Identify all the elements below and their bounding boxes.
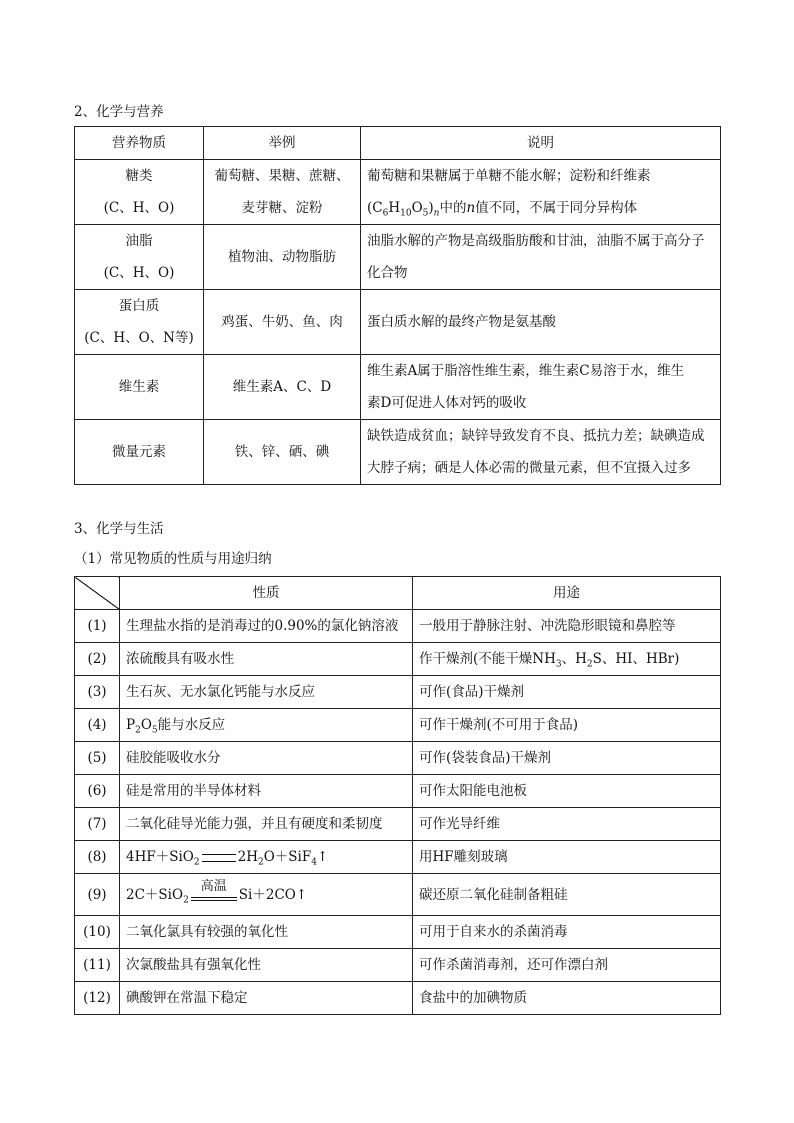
table-row [75, 225, 721, 290]
use-cell: 可作干燥剂(不可用于食品) [413, 709, 721, 742]
example-line: 葡萄糖、果糖、蔗糖、 [214, 168, 350, 184]
use-cell: 可作太阳能电池板 [413, 775, 721, 808]
table-row [75, 775, 721, 808]
property-cell: $P_2O_5$能与水反应 [120, 709, 413, 742]
table-row [75, 742, 721, 775]
substance-elements: (C、H、O) [103, 265, 175, 281]
table-row [75, 808, 721, 841]
property-use-table [74, 576, 721, 1015]
row-number: (3) [75, 676, 120, 709]
row-number: (12) [75, 982, 120, 1015]
table-row [75, 676, 721, 709]
table-row [75, 916, 721, 949]
note-line: 油脂水解的产物是高级脂肪酸和甘油，油脂不属于高分子 [367, 233, 705, 249]
note-line: 化合物 [367, 265, 408, 281]
property-cell: 浓硫酸具有吸水性 [120, 643, 413, 676]
table-row [75, 709, 721, 742]
use-cell: 一般用于静脉注射、冲洗隐形眼镜和鼻腔等 [413, 610, 721, 643]
use-cell: 可作光导纤维 [413, 808, 721, 841]
table-header-row [75, 577, 721, 610]
property-cell: 二氧化氯具有较强的氧化性 [120, 916, 413, 949]
table-row [75, 982, 721, 1015]
property-cell: 碘酸钾在常温下稳定 [120, 982, 413, 1015]
use-cell: 食盐中的加碘物质 [413, 982, 721, 1015]
table-row [75, 949, 721, 982]
use-cell: 用HF雕刻玻璃 [413, 841, 721, 874]
equation-cell: 2C＋SiO$_2$ 高温 Si＋2CO↑ [120, 874, 413, 916]
equals-sign [202, 854, 236, 862]
note-cell [361, 420, 721, 485]
row-number: (2) [75, 643, 120, 676]
note-cell [361, 355, 721, 420]
substance-name: 油脂 [125, 233, 153, 249]
reaction-condition: 高温 [191, 880, 237, 910]
substance-name: 蛋白质 [118, 298, 160, 314]
use-cell: 可作(食品)干燥剂 [413, 676, 721, 709]
substance-name: 微量元素 [75, 420, 204, 485]
note-line: 素D可促进人体对钙的吸收 [367, 395, 527, 411]
substance-elements: (C、H、O) [103, 200, 175, 216]
example-line: 麦芽糖、淀粉 [241, 200, 323, 216]
section-2-title: 2、化学与营养 [74, 104, 164, 120]
row-number: (8) [75, 841, 120, 874]
example-cell: 维生素A、C、D [204, 355, 361, 420]
example-cell: 鸡蛋、牛奶、鱼、肉 [204, 290, 361, 355]
row-number: (11) [75, 949, 120, 982]
note-line: $(C_6H_{10}O_5)_n$中的n值不同，不属于同分异构体 [367, 200, 638, 219]
note-line: 葡萄糖和果糖属于单糖不能水解；淀粉和纤维素 [367, 168, 651, 184]
header-use: 用途 [413, 577, 721, 610]
property-cell: 硅是常用的半导体材料 [120, 775, 413, 808]
section-3-title: 3、化学与生活 [74, 521, 164, 537]
section-3-subtitle: （1）常见物质的性质与用途归纳 [74, 551, 272, 567]
row-number: (7) [75, 808, 120, 841]
row-number: (6) [75, 775, 120, 808]
table-row [75, 290, 721, 355]
example-cell: 植物油、动物脂肪 [204, 225, 361, 290]
equation-cell: 4HF＋SiO$_2$ $2H_2O+SiF_4↑$ [120, 841, 413, 874]
property-cell: 次氯酸盐具有强氧化性 [120, 949, 413, 982]
nutrition-table [74, 126, 721, 485]
note-cell: 蛋白质水解的最终产物是氨基酸 [361, 290, 721, 355]
table-row [75, 643, 721, 676]
note-cell [361, 160, 721, 225]
table-row [75, 841, 721, 874]
use-cell: 可作(袋装食品)干燥剂 [413, 742, 721, 775]
table-row [75, 160, 721, 225]
substance-cell [75, 160, 204, 225]
note-line: 维生素A属于脂溶性维生素，维生素C易溶于水，维生 [367, 363, 685, 379]
use-cell: 可作杀菌消毒剂，还可作漂白剂 [413, 949, 721, 982]
header-substance: 营养物质 [75, 127, 204, 160]
property-cell: 生石灰、无水氯化钙能与水反应 [120, 676, 413, 709]
property-cell: 硅胶能吸收水分 [120, 742, 413, 775]
table-row [75, 874, 721, 916]
table-row [75, 610, 721, 643]
header-example: 举例 [204, 127, 361, 160]
table-row [75, 420, 721, 485]
use-cell: 碳还原二氧化硅制备粗硅 [413, 874, 721, 916]
example-cell [204, 160, 361, 225]
property-cell: 二氧化硅导光能力强，并且有硬度和柔韧度 [120, 808, 413, 841]
row-number: (5) [75, 742, 120, 775]
row-number: (1) [75, 610, 120, 643]
row-number: (4) [75, 709, 120, 742]
diagonal-corner-cell [75, 577, 120, 610]
row-number: (9) [75, 874, 120, 916]
substance-elements: (C、H、O、N等) [84, 330, 194, 346]
header-property: 性质 [120, 577, 413, 610]
substance-name: 糖类 [125, 168, 153, 184]
use-cell: 可用于自来水的杀菌消毒 [413, 916, 721, 949]
table-header-row [75, 127, 721, 160]
use-cell: 作干燥剂(不能干燥$NH_3$、$H_2S$、HI、HBr) [413, 643, 721, 676]
property-cell: 生理盐水指的是消毒过的0.90%的氯化钠溶液 [120, 610, 413, 643]
row-number: (10) [75, 916, 120, 949]
header-note: 说明 [361, 127, 721, 160]
note-line: 大脖子病；硒是人体必需的微量元素，但不宜摄入过多 [367, 460, 691, 476]
substance-cell [75, 290, 204, 355]
example-cell: 铁、锌、硒、碘 [204, 420, 361, 485]
note-cell [361, 225, 721, 290]
table-row [75, 355, 721, 420]
note-line: 缺铁造成贫血；缺锌导致发育不良、抵抗力差；缺碘造成 [367, 428, 705, 444]
substance-name: 维生素 [75, 355, 204, 420]
substance-cell [75, 225, 204, 290]
